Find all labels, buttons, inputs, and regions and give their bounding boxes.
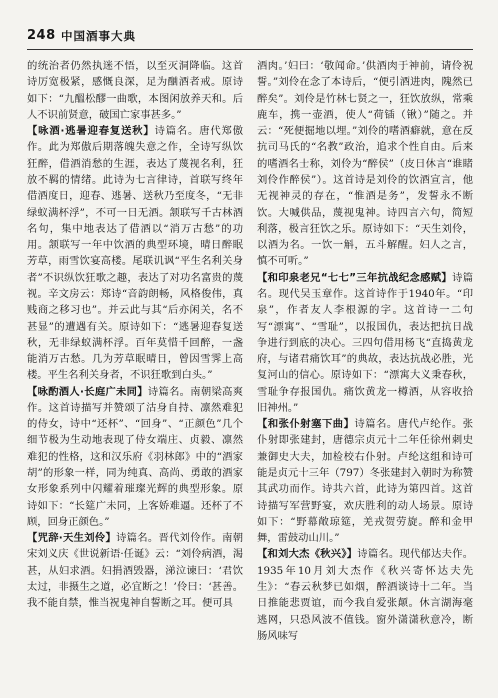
right-column <box>257 58 473 644</box>
dictionary-entry <box>257 416 473 546</box>
entry-title: 【咏酒·逃暑迎春复送秋】 <box>27 125 155 138</box>
header-rule <box>27 49 473 50</box>
paragraph-continued: 的统治者仍然执迷不悟，以至灭洞降临。这首诗厉宽极紧，感慨良深，足为酗酒者戒。原诗如下：“九醞松醪一曲歌，本图闲放养天和。后人不识前贤意，破国亡家事甚多。” <box>27 60 243 121</box>
entry-text: 诗篇名。晋代刘伶作。南朝宋刘义庆《世说新语·任诞》云：“刘伶病酒，渴甚，从妇求酒。妇捐酒毁器，涕泣谏曰：‘君饮太过，非摄生之道，必宜断之！’伶曰：‘甚善。我不能自禁，惟当祝鬼神自誓断之耳。便可具 <box>27 532 244 610</box>
entry-title: 【咏酌酒人·长庭广未同】 <box>27 385 148 398</box>
entry-text: 诗篇名。现代吴玉章作。这首诗作于1940年。“印泉”，作者友人李根源的字。这首诗一二句写“漂寓”、“雪耻”，以报国仇，表达把抗日战争进行到底的决心。三四句借用杨飞“直捣黄龙府，与诸君痛饮耳”的典故，表达抗战必胜，光复河山的信心。原诗如下：“漂寓大义秉春秋，雪耻争存报国仇。痛饮黄龙一樽酒，从容收拾旧神州。” <box>257 271 473 414</box>
page-header <box>27 28 473 48</box>
entry-title: 【咒辞·天生刘伶】 <box>27 532 117 545</box>
dictionary-entry <box>27 384 243 531</box>
paragraph-continued: 酒肉。’妇曰：‘敬闻命。’供酒肉于神前，请伶祝誓。”刘伶在念了本诗后，“便引酒进肉，隗然已醉矣”。刘伶是竹林七贤之一，狂饮放纵，常乘鹿车，携一壶酒，使人“荷锸（锹）”随之。并云：“死便掘地以埋。”刘伶的嗜酒癖就，意在反抗司马氏的“名教”政治，追求个性自由。后来的嗜酒名士称，刘伶为“醉侯”（皮日休言“谁睹刘伶作醉侯”）。这首诗是刘伶的饮酒宣言，他无视神灵的存在，“惟酒是务”，发誓永不断饮。大喊供品，蔑视鬼神。诗四言六句，简短利落，极言狂饮之乐。原诗如下：“天生刘伶，以酒为名。一饮一斛，五斗解醒。妇人之言，慎不可听。” <box>257 60 473 268</box>
dictionary-entry <box>257 546 473 644</box>
left-column <box>27 58 243 612</box>
entry-text: 诗篇名。唐代卢纶作。张仆射即张建封，唐德宗贞元十二年任徐州刺史兼御史大夫，加检校右仆射。卢纶这组和诗可能是贞元十三年（797）冬张建封入朝时为称赞其武功而作。诗共六首，此诗为第四首。这首诗描写军营野宴，欢庆胜利的动人场景。原诗如下：“野幕敞琼筵，羌戎贺劳旋。醉和金甲舞，雷鼓动山川。” <box>257 418 474 545</box>
book-title: 中国酒事大典 <box>61 29 136 43</box>
entry-title: 【和张仆射塞下曲】 <box>257 418 355 431</box>
entry-text: 诗篇名。现代郁达夫作。1935年10月刘大杰作《秋兴寄怀达夫先生》：“春云秋梦已如烟，醉酒谈诗十二年。当日推能悲贾谊，而今我自爱张颠。休言湖海毫逃网，只恐风波不值钱。窗外潇潇秋意冷，断肠风味写 <box>257 548 473 642</box>
entry-text: 诗篇名。南朝梁高爽作。这首诗描写并赞颂了沽身自持、凛然难犯的侍女，诗中“还杯”、“回身”、“正颜色”几个细节极为生动地表现了侍女端庄、贞毅、凛然难犯的性格，这和汉乐府《羽林郎》中的“酒家胡”的形象一样，同为纯真、高尚、勇敢的酒家女形象系列中闪耀着璀璨光辉的典型形象。原诗如下：“长筵广未同，上客娇难逼。还杯了不顾，回身正颜色。” <box>27 385 244 528</box>
dictionary-entry <box>257 270 473 417</box>
dictionary-entry <box>27 530 243 611</box>
dictionary-entry <box>27 123 243 384</box>
entry-title: 【和刘大杰《秋兴》】 <box>257 548 358 561</box>
entry-title: 【和印泉老兄“七七”三年抗战纪念感赋】 <box>257 271 453 284</box>
page-number: 248 <box>27 28 56 43</box>
entry-text: 诗篇名。唐代郑傲作。此为郑傲后期落魄失意之作，全诗写纵饮狂醉，借酒消愁的生涯，表达了蔑视名利，狂放不羁的情绪。此诗为七言律诗，首联写终年借酒度日，迎春、逃暑、送秋乃至度冬，“无非绿蚁满杯浮”，不可一日无酒。颔联写千古林酒名句，集中地表达了借酒以“消万古愁”的功用。颔联写一年中饮酒的典型环境，晴日醉眠芳草，雨雪饮宴高楼。尾联讥讽“平生名利关身者”不识纵饮狂歌之趣，表达了对功名富贵的蔑视。辛文房云：郑诗“音韵朗畅，风格俊伟，真贱商之移习也”。并云此与其“后亦闲关，名不甚显”的遭遇有关。原诗如下：“逃暑迎春复送秋，无非绿蚁满杯浮。百年莫惜千回醉，一盏能消万古愁。几为芳草眠晴日，曾因雪霁上高楼。平生名利关身者，不识狂歌到白头。” <box>27 125 243 382</box>
